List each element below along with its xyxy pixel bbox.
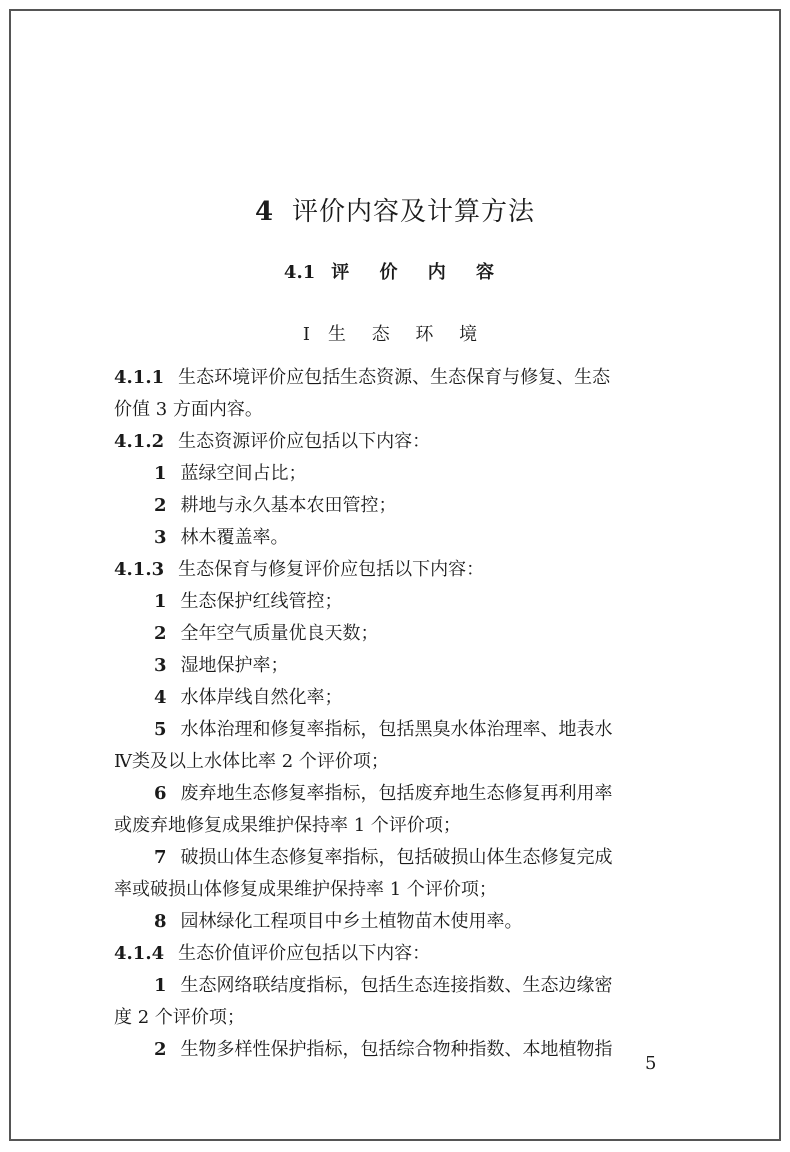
text-line xyxy=(114,682,686,714)
line-text: 湿地保护率； xyxy=(180,655,289,676)
section-number: 4.1 xyxy=(283,262,316,283)
item-number: 1 xyxy=(154,975,167,996)
text-line xyxy=(114,618,686,650)
item-number: 2 xyxy=(154,495,167,516)
section-title xyxy=(0,258,790,288)
body-text xyxy=(114,362,686,1066)
subsection-number: Ⅰ xyxy=(302,324,310,345)
item-number: 1 xyxy=(154,463,167,484)
item-number: 6 xyxy=(154,783,167,804)
subsection-title-text: 生 态 环 境 xyxy=(327,324,488,345)
line-text: 生态网络联结度指标，包括生态连接指数、生态边缘密 xyxy=(180,975,613,996)
item-number: 5 xyxy=(154,719,167,740)
clause-number: 4.1.4 xyxy=(114,943,165,964)
text-line xyxy=(114,650,686,682)
text-line xyxy=(114,458,686,490)
line-text: 废弃地生态修复率指标，包括废弃地生态修复再利用率 xyxy=(180,783,613,804)
line-text: 生态资源评价应包括以下内容： xyxy=(178,431,431,452)
chapter-title-text: 评价内容及计算方法 xyxy=(292,197,536,227)
item-number: 7 xyxy=(154,847,167,868)
clause-number: 4.1.2 xyxy=(114,431,165,452)
line-text: 生态保育与修复评价应包括以下内容： xyxy=(178,559,485,580)
line-text: 生物多样性保护指标，包括综合物种指数、本地植物指 xyxy=(180,1039,613,1060)
text-line xyxy=(114,554,686,586)
line-text: 全年空气质量优良天数； xyxy=(180,623,379,644)
text-line xyxy=(114,714,686,746)
text-line xyxy=(114,874,686,906)
line-text: 林木覆盖率。 xyxy=(180,527,289,548)
text-line xyxy=(114,842,686,874)
line-text: 生态价值评价应包括以下内容： xyxy=(178,943,431,964)
line-text: 生态环境评价应包括生态资源、生态保育与修复、生态 xyxy=(178,367,611,388)
text-line xyxy=(114,394,686,426)
item-number: 8 xyxy=(154,911,167,932)
page-number: 5 xyxy=(645,1053,657,1074)
item-number: 4 xyxy=(154,687,167,708)
line-text: 蓝绿空间占比； xyxy=(180,463,307,484)
text-line xyxy=(114,810,686,842)
item-number: 3 xyxy=(154,655,167,676)
text-line xyxy=(114,1002,686,1034)
text-line xyxy=(114,778,686,810)
chapter-number: 4 xyxy=(254,197,275,227)
subsection-title xyxy=(0,320,790,350)
clause-number: 4.1.3 xyxy=(114,559,165,580)
item-number: 1 xyxy=(154,591,167,612)
clause-number: 4.1.1 xyxy=(114,367,165,388)
text-line xyxy=(114,746,686,778)
item-number: 2 xyxy=(154,1039,167,1060)
line-text: 生态保护红线管控； xyxy=(180,591,343,612)
line-text: Ⅳ类及以上水体比率 2 个评价项； xyxy=(114,751,389,772)
line-text: 水体岸线自然化率； xyxy=(180,687,343,708)
item-number: 3 xyxy=(154,527,167,548)
item-number: 2 xyxy=(154,623,167,644)
line-text: 园林绿化工程项目中乡土植物苗木使用率。 xyxy=(180,911,523,932)
line-text: 破损山体生态修复率指标，包括破损山体生态修复完成 xyxy=(180,847,613,868)
text-line xyxy=(114,970,686,1002)
text-line xyxy=(114,1034,686,1066)
line-text: 水体治理和修复率指标，包括黑臭水体治理率、地表水 xyxy=(180,719,613,740)
text-line xyxy=(114,586,686,618)
section-title-text: 评 价 内 容 xyxy=(331,262,507,283)
text-line xyxy=(114,490,686,522)
text-line xyxy=(114,362,686,394)
text-line xyxy=(114,522,686,554)
line-text: 率或破损山体修复成果维护保持率 1 个评价项； xyxy=(114,879,497,900)
chapter-title xyxy=(0,192,790,232)
line-text: 度 2 个评价项； xyxy=(114,1007,245,1028)
text-line xyxy=(114,906,686,938)
text-line xyxy=(114,426,686,458)
line-text: 或废弃地修复成果维护保持率 1 个评价项； xyxy=(114,815,461,836)
text-line xyxy=(114,938,686,970)
line-text: 耕地与永久基本农田管控； xyxy=(180,495,397,516)
line-text: 价值 3 方面内容。 xyxy=(114,399,263,420)
